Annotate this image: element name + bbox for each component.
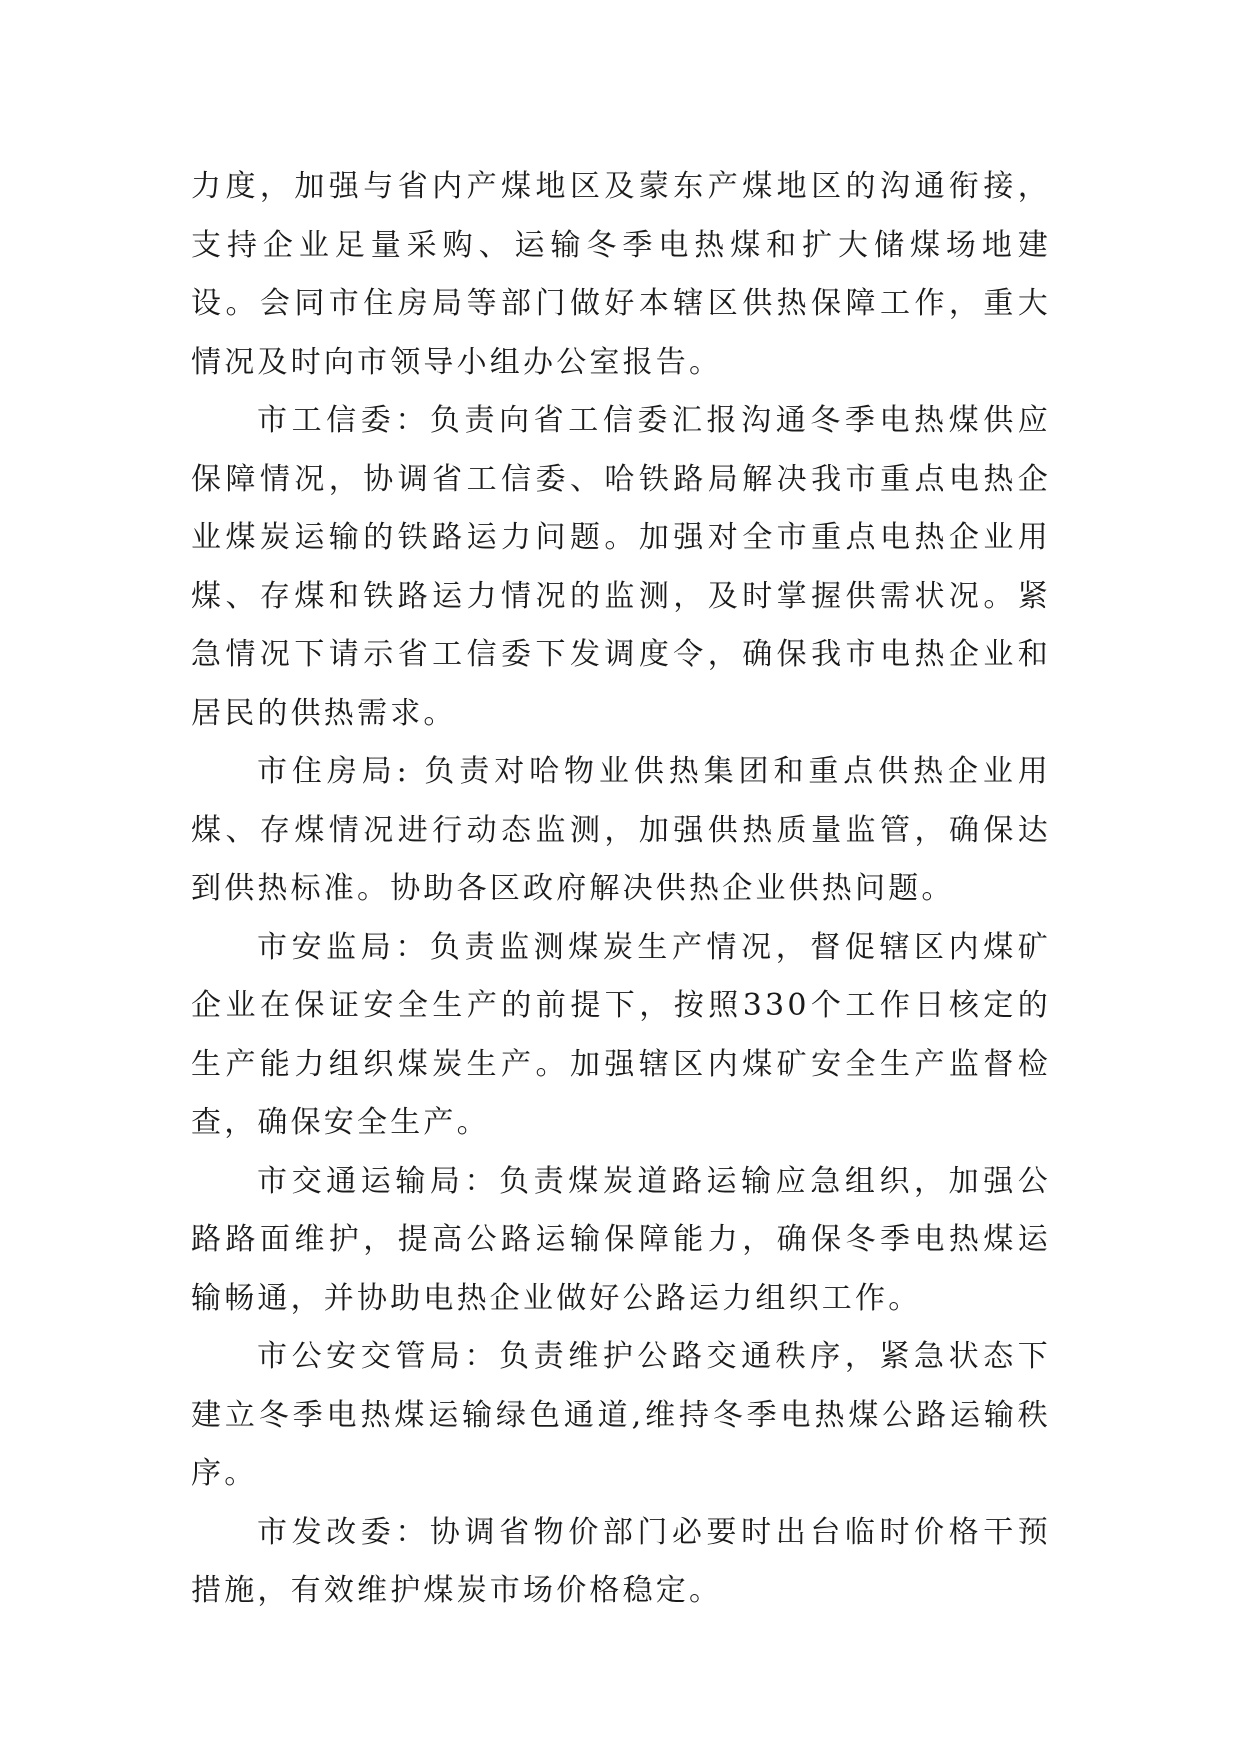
paragraph-gongan-jiaoguanju: 市公安交管局：负责维护公路交通秩序，紧急状态下建立冬季电热煤运输绿色通道,维持冬季电热煤公路运输秩序。: [191, 1339, 1051, 1491]
paragraph-zhufangju: 市住房局: 负责对哈物业供热集团和重点供热企业用煤、存煤情况进行动态监测，加强供热质量监管，确保达到供热标准。协助各区政府解决供热企业供热问题。: [191, 754, 1051, 906]
paragraph-gongxinwei: 市工信委：负责向省工信委汇报沟通冬季电热煤供应保障情况，协调省工信委、哈铁路局解决我市重点电热企业煤炭运输的铁路运力问题。加强对全市重点电热企业用煤、存煤和铁路运力情况的监测，及时掌握供需状况。紧急情况下请示省工信委下发调度令，确保我市电热企业和居民的供热需求。: [191, 403, 1051, 731]
document-body: [191, 158, 1051, 1621]
paragraph-jiaotongyunshuju: 市交通运输局：负责煤炭道路运输应急组织，加强公路路面维护，提高公路运输保障能力，确保冬季电热煤运输畅通，并协助电热企业做好公路运力组织工作。: [191, 1163, 1051, 1316]
paragraph-anjianju: 市安监局：负责监测煤炭生产情况，督促辖区内煤矿企业在保证安全生产的前提下，按照330个工作日核定的生产能力组织煤炭生产。加强辖区内煤矿安全生产监督检查，确保安全生产。: [191, 929, 1051, 1140]
paragraph-continuation: 力度，加强与省内产煤地区及蒙东产煤地区的沟通衔接，支持企业足量采购、运输冬季电热煤和扩大储煤场地建设。会同市住房局等部门做好本辖区供热保障工作，重大情况及时向市领导小组办公室报告。: [191, 169, 1051, 380]
paragraph-fagaiwei: 市发改委：协调省物价部门必要时出台临时价格干预措施，有效维护煤炭市场价格稳定。: [191, 1514, 1051, 1608]
